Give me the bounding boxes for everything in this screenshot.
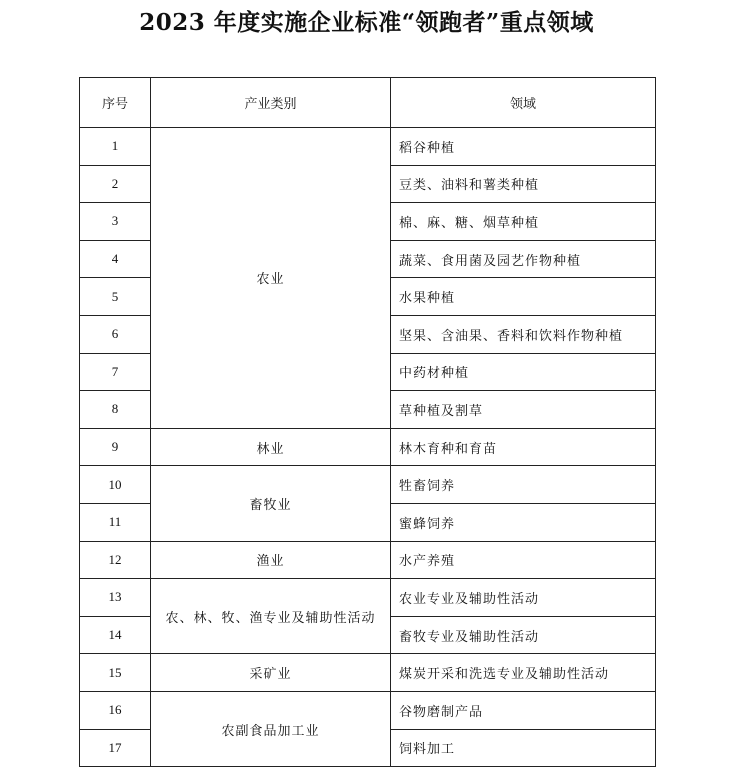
- row-field: 水产养殖: [391, 541, 656, 579]
- row-field: 农业专业及辅助性活动: [391, 579, 656, 617]
- table-row: [80, 541, 656, 579]
- table-row: [80, 466, 656, 504]
- row-index: 5: [80, 278, 151, 316]
- row-field: 蜜蜂饲养: [391, 503, 656, 541]
- row-index: 7: [80, 353, 151, 391]
- row-index: 3: [80, 203, 151, 241]
- row-field: 豆类、油料和薯类种植: [391, 165, 656, 203]
- table-row: [80, 691, 656, 729]
- row-field: 林木育种和育苗: [391, 428, 656, 466]
- column-header-index: 序号: [80, 78, 151, 128]
- column-header-field: 领域: [391, 78, 656, 128]
- column-header-category: 产业类别: [151, 78, 391, 128]
- row-index: 14: [80, 616, 151, 654]
- row-category: 林业: [151, 428, 391, 466]
- row-category: 采矿业: [151, 654, 391, 692]
- row-index: 8: [80, 391, 151, 429]
- row-field: 煤炭开采和洗选专业及辅助性活动: [391, 654, 656, 692]
- row-field: 水果种植: [391, 278, 656, 316]
- table-row: [80, 579, 656, 617]
- row-field: 牲畜饲养: [391, 466, 656, 504]
- row-index: 4: [80, 240, 151, 278]
- row-category: 渔业: [151, 541, 391, 579]
- row-index: 10: [80, 466, 151, 504]
- row-field: 棉、麻、糖、烟草种植: [391, 203, 656, 241]
- row-index: 6: [80, 315, 151, 353]
- row-index: 2: [80, 165, 151, 203]
- table-header-row: [80, 78, 656, 128]
- row-index: 9: [80, 428, 151, 466]
- row-index: 1: [80, 128, 151, 166]
- row-field: 谷物磨制产品: [391, 691, 656, 729]
- row-index: 16: [80, 691, 151, 729]
- row-category: 畜牧业: [151, 466, 391, 541]
- row-field: 草种植及割草: [391, 391, 656, 429]
- row-field: 坚果、含油果、香料和饮料作物种植: [391, 315, 656, 353]
- row-index: 12: [80, 541, 151, 579]
- row-field: 中药材种植: [391, 353, 656, 391]
- row-index: 11: [80, 503, 151, 541]
- row-index: 13: [80, 579, 151, 617]
- table-row: [80, 428, 656, 466]
- row-field: 稻谷种植: [391, 128, 656, 166]
- row-field: 畜牧专业及辅助性活动: [391, 616, 656, 654]
- table-row: [80, 654, 656, 692]
- page-title: 2023 年度实施企业标准“领跑者”重点领域: [139, 9, 594, 36]
- row-index: 15: [80, 654, 151, 692]
- key-fields-table: [79, 77, 656, 767]
- row-category: 农业: [151, 128, 391, 429]
- row-field: 蔬菜、食用菌及园艺作物种植: [391, 240, 656, 278]
- row-category: 农副食品加工业: [151, 691, 391, 766]
- row-category: 农、林、牧、渔专业及辅助性活动: [151, 579, 391, 654]
- table-row: [80, 128, 656, 166]
- row-field: 饲料加工: [391, 729, 656, 767]
- row-index: 17: [80, 729, 151, 767]
